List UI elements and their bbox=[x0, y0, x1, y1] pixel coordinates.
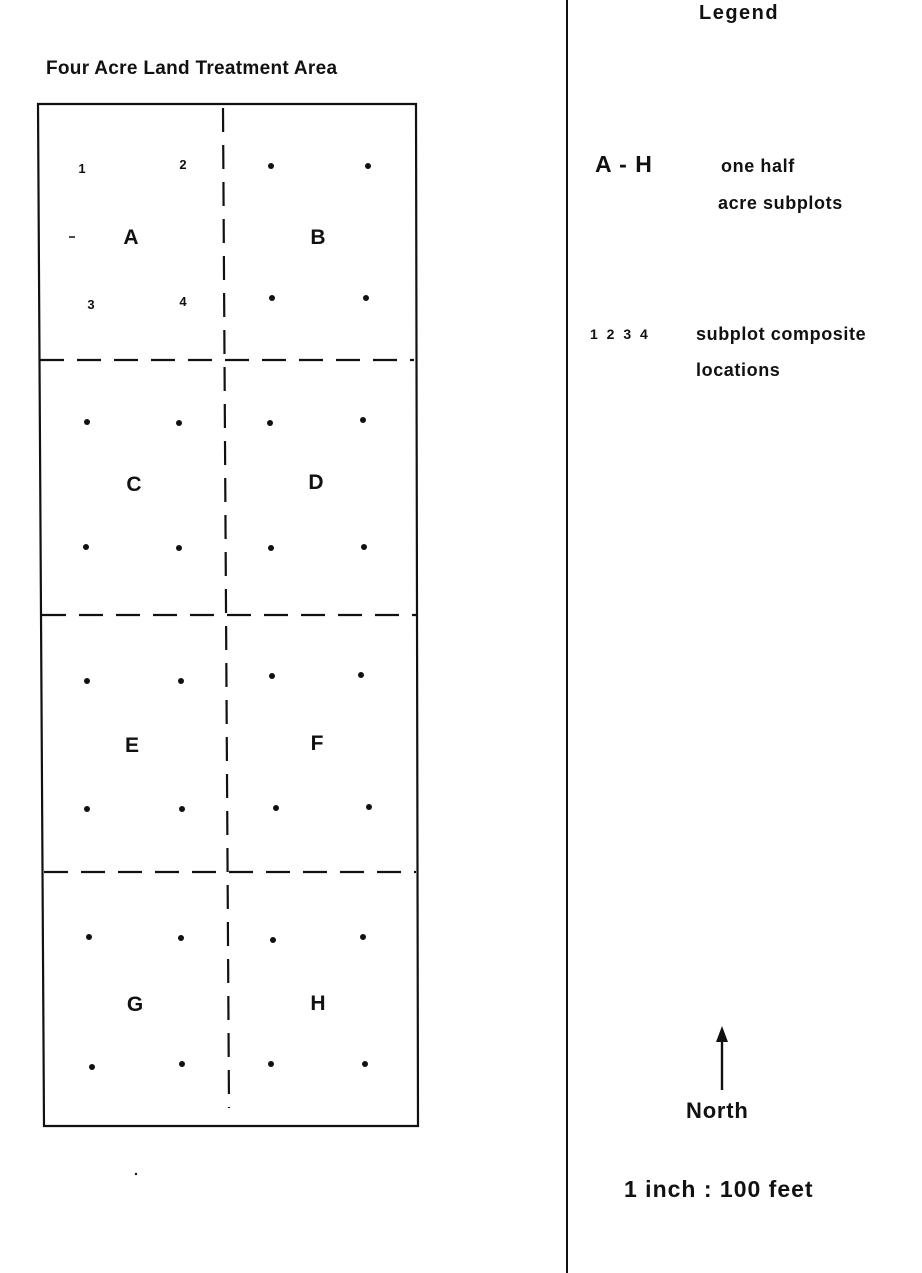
legend-text-subplots-line2: acre subplots bbox=[718, 193, 843, 213]
composite-dot bbox=[269, 673, 275, 679]
composite-dot bbox=[267, 420, 273, 426]
composite-dot bbox=[84, 678, 90, 684]
composite-dot bbox=[360, 417, 366, 423]
composite-dot bbox=[268, 545, 274, 551]
legend-text-composites-line1: subplot composite bbox=[696, 324, 867, 344]
composite-dot bbox=[179, 806, 185, 812]
composite-dot bbox=[179, 1061, 185, 1067]
composite-dot bbox=[268, 1061, 274, 1067]
legend-key-composites: 1 2 3 4 bbox=[590, 326, 649, 342]
page-divider bbox=[566, 0, 568, 1273]
composite-dot bbox=[269, 295, 275, 301]
composite-dot bbox=[84, 806, 90, 812]
diagram-title: Four Acre Land Treatment Area bbox=[46, 58, 338, 79]
plot-label-b: B bbox=[310, 226, 326, 249]
scale-label: 1 inch : 100 feet bbox=[624, 1176, 814, 1202]
composite-number-4: 4 bbox=[179, 294, 187, 309]
scan-speck bbox=[135, 1173, 137, 1175]
composite-dot bbox=[268, 163, 274, 169]
plot-label-g: G bbox=[126, 993, 144, 1016]
composite-dot bbox=[178, 935, 184, 941]
north-arrow-icon bbox=[708, 1024, 738, 1094]
composite-dot bbox=[358, 672, 364, 678]
composite-dot bbox=[178, 678, 184, 684]
composite-dot bbox=[366, 804, 372, 810]
plot-label-a: A bbox=[123, 226, 139, 249]
plot-label-c: C bbox=[126, 473, 142, 496]
legend-text-composites-line2: locations bbox=[696, 360, 781, 380]
composite-dot bbox=[270, 937, 276, 943]
composite-number-2: 2 bbox=[179, 157, 187, 172]
composite-dot bbox=[89, 1064, 95, 1070]
plot-label-f: F bbox=[310, 732, 324, 755]
legend-text-subplots-line1: one half bbox=[721, 156, 795, 176]
plot-label-e: E bbox=[124, 734, 140, 757]
composite-dot bbox=[273, 805, 279, 811]
legend-key-subplots: A - H bbox=[595, 151, 653, 177]
composite-dot bbox=[176, 420, 182, 426]
composite-number-1: 1 bbox=[78, 161, 86, 176]
legend-heading: Legend bbox=[699, 2, 780, 24]
composite-dot bbox=[361, 544, 367, 550]
composite-dot bbox=[365, 163, 371, 169]
plot-label-d: D bbox=[308, 471, 324, 494]
north-label: North bbox=[686, 1098, 749, 1123]
composite-dot bbox=[83, 544, 89, 550]
vertical-dashed-divider bbox=[223, 108, 229, 1108]
composite-dot bbox=[86, 934, 92, 940]
plot-label-h: H bbox=[310, 992, 326, 1015]
composite-dot bbox=[363, 295, 369, 301]
composite-dot bbox=[84, 419, 90, 425]
composite-dot bbox=[176, 545, 182, 551]
composite-number-3: 3 bbox=[87, 297, 95, 312]
composite-dot bbox=[360, 934, 366, 940]
composite-dot bbox=[362, 1061, 368, 1067]
